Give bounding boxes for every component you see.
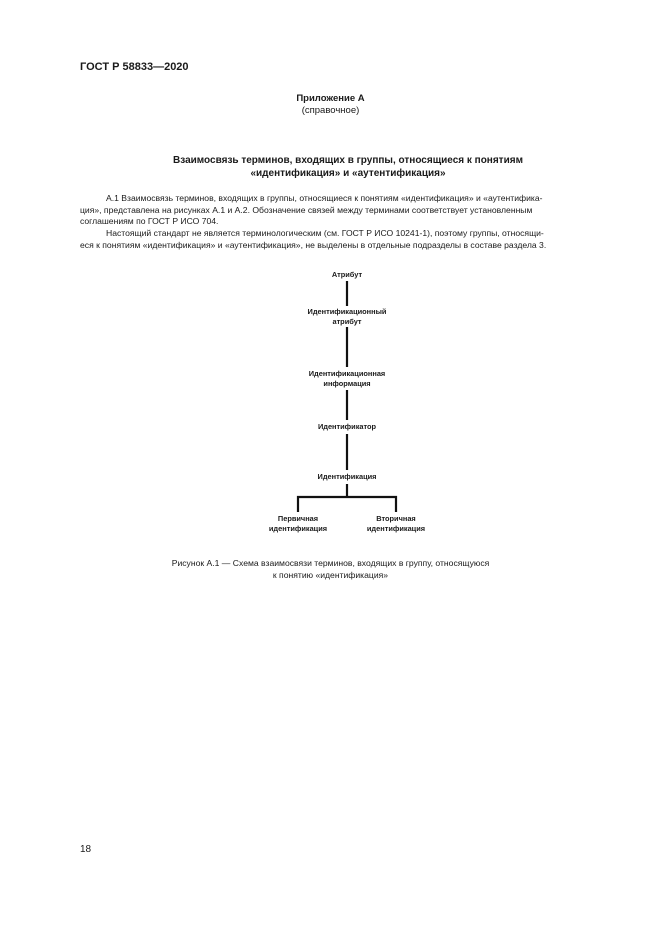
connector-branch-bar — [298, 497, 396, 512]
node-id-info-line-1: Идентификационная — [308, 369, 386, 378]
node-secondary-line-2: идентификация — [366, 523, 426, 533]
node-secondary-identification — [346, 514, 446, 533]
figure-caption-line-1: Рисунок А.1 — Схема взаимосвязи терминов, входящих в группу, относящуюся — [171, 558, 490, 568]
node-attribute: Атрибут — [331, 270, 363, 279]
appendix-kind: (справочное) — [301, 105, 360, 116]
node-id-info — [287, 369, 407, 388]
node-primary-line-2: идентификация — [268, 523, 328, 533]
paragraph-2-line: Настоящий стандарт не является терминологическим (см. ГОСТ Р ИСО 10241-1), поэтому группы, относящи- — [106, 228, 544, 238]
section-title-line-2: «идентификация» и «аутентификация» — [250, 168, 446, 179]
node-id-attribute-line-1: Идентификационный — [307, 307, 387, 316]
node-primary-identification — [248, 514, 348, 533]
standard-number: ГОСТ Р 58833—2020 — [80, 61, 189, 73]
node-identification: Идентификация — [317, 472, 377, 481]
paragraph-1-line: А.1 Взаимосвязь терминов, входящих в группы, относящиеся к понятиям «идентификация» и «аутентифика- — [106, 193, 543, 203]
node-primary-line-1: Первичная — [277, 514, 319, 523]
page-number: 18 — [80, 844, 92, 855]
paragraph-1-line: соглашениям по ГОСТ Р ИСО 704. — [80, 216, 219, 226]
paragraph-2-line: еся к понятиям «идентификация» и «аутентификация», не выделены в отдельные подразделы в составе раздела 3. — [80, 239, 547, 250]
figure-caption-line-2: к понятию «идентификация» — [272, 570, 389, 580]
appendix-name: Приложение А — [296, 93, 365, 104]
node-id-attribute — [287, 307, 407, 326]
node-id-attribute-line-2: атрибут — [332, 316, 362, 326]
paragraph-1-line: ция», представлена на рисунках А.1 и А.2. Обозначение связей между терминами соответствует установленным — [80, 204, 533, 215]
node-identifier: Идентификатор — [317, 422, 377, 431]
section-title-line-1: Взаимосвязь терминов, входящих в группы, относящиеся к понятиям — [173, 155, 523, 166]
node-secondary-line-1: Вторичная — [376, 514, 416, 523]
node-id-info-line-2: информация — [323, 378, 371, 388]
